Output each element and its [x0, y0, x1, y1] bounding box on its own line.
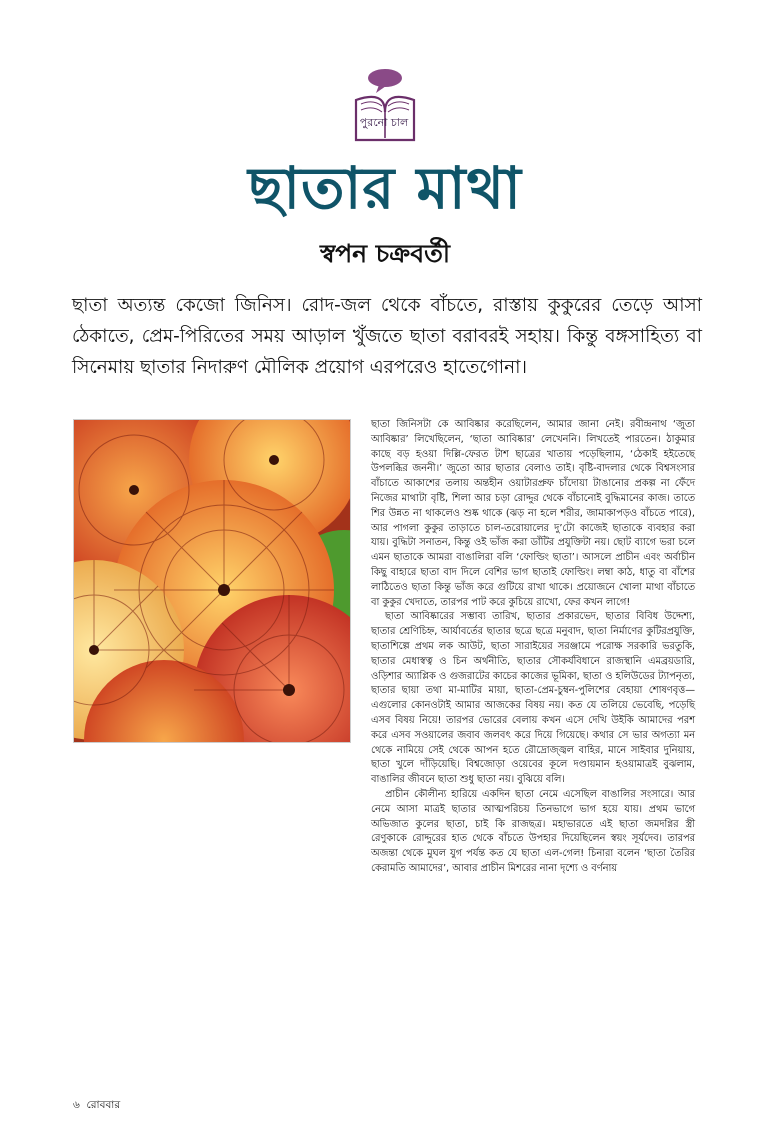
page-footer — [73, 1098, 120, 1115]
article-paragraph: প্রাচীন কৌলীন্য হারিয়ে একদিন ছাতা নেমে এসেছিল বাঙালির সংসারে। আর নেমে আসা মাত্রই ছাতার আত্মপরিচয় তিনভাগে ভাগ হয়ে যায়। প্রথম ভাগে অভিজাত কুলের ছাতা, চাই কি রাজছত্র। মহাভারতে এই ছাতা জমদগ্নির স্ত্রী রেণুকাকে রোদ্দুরের হাত থেকে বাঁচতে উপহার দিয়েছিলেন স্বয়ং সূর্যদেব। তারপর অজন্তা থেকে মুঘল যুগ পর্যন্ত কত যে ছাতা এল-গেল! চিনারা বলেন ‘ছাতা তৈরির কেরামতি আমাদের’, আবার প্রাচীন মিশরের নানা দৃশ্যে ও বর্ণনায় — [371, 788, 695, 874]
intro-standfirst: ছাতা অত্যন্ত কেজো জিনিস। রোদ-জল থেকে বাঁচতে, রাস্তায় কুকুরের তেড়ে আসা ঠেকাতে, প্রেম-পিরিতের সময় আড়াল খুঁজতে ছাতা বরাবরই সহায়। কিন্তু বঙ্গসাহিত্য বা সিনেমায় ছাতার নিদারুণ মৌলিক প্রয়োগ এরপরেও হাতেগোনা। — [72, 295, 702, 378]
section-label: পুরনো চাল — [359, 116, 409, 129]
magazine-name: রোববার — [86, 1099, 121, 1111]
author-name: স্বপন চক্রবর্তী — [319, 239, 451, 268]
article-body — [371, 418, 695, 877]
umbrellas-illustration — [74, 420, 350, 742]
article-title: ছাতার মাথা — [248, 154, 522, 222]
article-paragraph: ছাতা আবিষ্কারের সম্ভাব্য তারিখ, ছাতার প্রকারভেদ, ছাতার বিবিধ উদ্দেশ্য, ছাতার শ্রেণিচিহ্ন, আর্যাবর্তের ছাতার ছত্রে ছত্রে মনুবাদ, ছাতা নির্মাণের কুটিরপ্রযুক্তি, ছাতাশিল্পে প্রথম লক আউট, ছাতা সারাইয়ের সরঞ্জামে পরোক্ষ সরকারি ভরতুকি, ছাতার মেধাস্বত্ব ও চিন অর্থনীতি, ছাতার সৌকর্যবিধানে রাজস্থানি এমব্রয়ডারি, ওড়িশার অ্যাপ্লিক ও গুজরাটের কাচের কাজের ভূমিকা, ছাতা ও হলিউডের ট্যাপনৃত্য, ছাতার ছায়া তথা মা-মাটির মায়া, ছাতা-প্রেম-চুম্বন-পুলিশের বেহায়া শোষণবৃত্ত— এগুলোর কোনওটাই আমার আজকের বিষয় নয়। কত যে তলিয়ে ভেবেছি, পড়েছি এসব বিষয় নিয়ে! তারপর ভোরের বেলায় কখন এসে দেখি উইকি আমাদের পরশ করে এসব সওয়ালের জবাব জলবৎ করে দিয়ে গিয়েছে। কথার সে ভার অগত্যা মন থেকে নামিয়ে সেই থেকে আপন হতে রৌদ্রোজ্জ্বল বাহির, মানে সাইবার দুনিয়ায়, ছাতা খুলে দাঁড়িয়েছি। বিশ্বজোড়া ওয়েবের কূলে দণ্ডায়মান হওয়ামাত্রই বুঝলাম, বাঙালির জীবনে ছাতা শুধু ছাতা নয়। বুঝিয়ে বলি। — [371, 611, 695, 786]
book-speech-icon — [349, 66, 421, 146]
article-paragraph: ছাতা জিনিসটা কে আবিষ্কার করেছিলেন, আমার জানা নেই। রবীন্দ্রনাথ ‘জুতা আবিষ্কার’ লিখেছিলেন, ‘ছাতা আবিষ্কার’ লেখেননি। লিখতেই পারতেন। ঠাকুমার কাছে বড় হওয়া দিল্লি-ফেরত টাশ ছাত্রের খাতায় পড়েছিলাম, ‘ঠেকাই হইতেছে উপলব্ধির জননী।’ জুতো আর ছাতার বেলাও তাই। বৃষ্টি-বাদলার থেকে বিশ্বসংসার বাঁচাতে আকাশের তলায় অন্তহীন ওয়াটারপ্রুফ চাঁদোয়া টাঙানোর প্রকল্প না ফেঁদে নিজের মাথাটা বৃষ্টি, শিলা আর চড়া রোদ্দুর থেকে বাঁচানোই বুদ্ধিমানের কাজ। তাতে শির উন্নত না থাকলেও শুষ্ক থাকে (ঝড় না হলে শরীর, জামাকাপড়ও বাঁচতে পারে), আর পাগলা কুকুর তাড়াতে চাল-তরোয়ালের দু’টো কাজেই ছাতাকে ব্যবহার করা যায়। বুদ্ধিটা সনাতন, কিন্তু ওই ভাঁজ করা ডাঁটির প্রযুক্তিটা নয়। ছোট ব্যাগে ভরা চলে এমন ছাতাকে আমরা বাঙালিরা বলি ‘ফোল্ডিং ছাতা’। আসলে প্রাচীন এবং অর্বাচীন কিছু বাহারে ছাতা বাদ দিলে বেশির ভাগ ছাতাই ফোল্ডিং। লম্বা কাঠ, ধাতু বা বাঁশের লাঠিতেও ছাতা কিন্তু ভাঁজ করে গুটিয়ে রাখা থাকে। প্রয়োজনে খোলা মাথা বাঁচাতে বা কুকুর খেদাতে, তারপর পাট করে কুচিয়ে রাখো, ফের কখন লাগে! — [371, 419, 695, 608]
paper-umbrellas-photo — [73, 419, 351, 743]
page-number: ৬ — [73, 1099, 80, 1111]
